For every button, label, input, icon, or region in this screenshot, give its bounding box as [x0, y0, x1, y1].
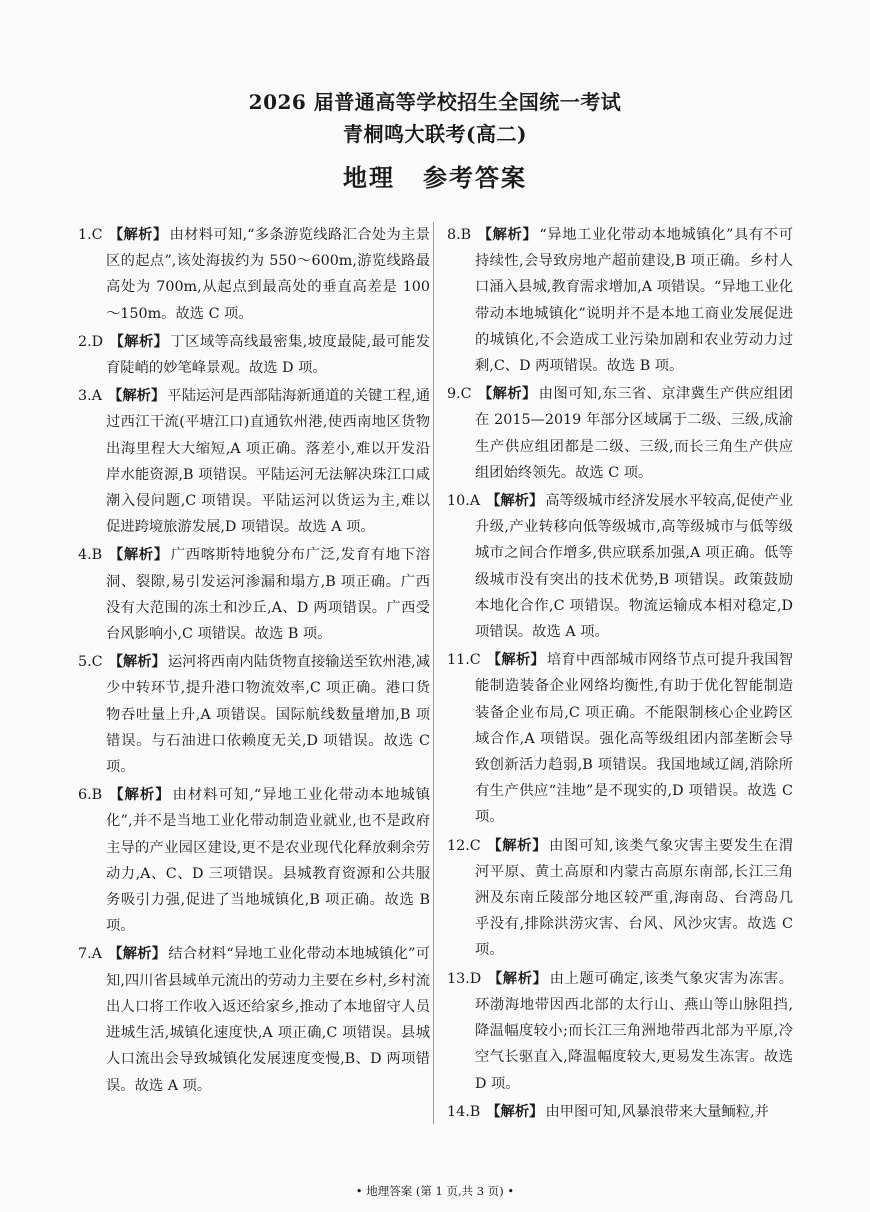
answer-item — [447, 222, 793, 379]
answer-number: 2.D — [78, 333, 104, 350]
answer-item — [78, 542, 430, 647]
analysis-tag: 【解析】 — [107, 946, 167, 963]
answers-left-column — [78, 222, 430, 1101]
column-divider — [433, 222, 434, 1124]
analysis-tag: 【解析】 — [486, 652, 545, 669]
answer-number: 11.C — [447, 652, 481, 669]
answer-text: 由甲图可知,风暴浪带来大量鲕粒,并 — [545, 1103, 769, 1120]
answer-item — [78, 782, 430, 939]
answer-text: 由图可知,东三省、京津冀生产供应组团在 2015—2019 年部分区域属于二级、三级,成渝生产供应组团都是二级、三级,而长三角生产供应组团始终领先。故选 C 项。 — [475, 386, 794, 481]
answer-item — [78, 941, 430, 1098]
answer-item — [78, 329, 430, 381]
answer-text: 高等级城市经济发展水平较高,促使产业升级,产业转移向低等级城市,高等级城市与低等级城市之间合作增多,供应联系加强,A 项正确。低等级城市没有突出的技术优势,B 项错误。政策鼓励本地化合作,C 项错误。物流运输成本相对稳定,D 项错误。故选 A 项。 — [475, 493, 794, 641]
answer-number: 14.B — [447, 1103, 481, 1120]
answer-number: 5.C — [78, 654, 103, 671]
answer-number: 3.A — [78, 388, 102, 405]
analysis-tag: 【解析】 — [108, 787, 171, 804]
exam-title: 2026 届普通高等学校招生全国统一考试 — [248, 90, 622, 114]
analysis-tag: 【解析】 — [486, 837, 548, 854]
answer-item — [78, 649, 430, 780]
answer-item — [78, 222, 430, 327]
analysis-tag: 【解析】 — [477, 227, 538, 243]
answer-number: 8.B — [447, 227, 472, 243]
answer-text: “异地工业化带动本地城镇化”具有不可持续性,会导致房地产超前建设,B 项正确。乡村人口涌入县城,教育需求增加,A 项错误。“异地工业化带动本地城镇化”说明并不是本地工商业发展促进的城镇化,不会造成工业污染加剧和农业劳动力过剩,C、D 两项错误。故选 B 项。 — [475, 227, 794, 375]
analysis-tag: 【解析】 — [486, 1103, 544, 1120]
answer-item — [447, 1099, 793, 1125]
analysis-tag: 【解析】 — [107, 388, 166, 405]
answer-item — [447, 488, 793, 645]
answer-text: 运河将西南内陆货物直接输送至钦州港,减少中转环节,提升港口物流效率,C 项正确。港口货物吞吐量上升,A 项错误。国际航线数量增加,B 项错误。与石油进口依赖度无关,D 项错误。故选 C 项。 — [106, 654, 431, 776]
answer-number: 7.A — [78, 946, 102, 963]
answer-number: 1.C — [78, 227, 103, 243]
answer-item — [447, 966, 793, 1097]
analysis-tag: 【解析】 — [109, 333, 169, 350]
analysis-tag: 【解析】 — [477, 386, 537, 403]
analysis-tag: 【解析】 — [108, 547, 169, 564]
answer-number: 13.D — [447, 970, 482, 987]
answer-text: 由材料可知,“多条游览线路汇合处为主景区的起点”,该处海拔约为 550～600m,游览线路最高处为 700m,从起点到最高处的垂直高差是 100～150m。故选 C 项。 — [106, 227, 431, 322]
answer-key-title — [0, 158, 870, 193]
answer-text: 平陆运河是西部陆海新通道的关键工程,通过西江干流(平塘江口)直通钦州港,使西南地区货物出海里程大大缩短,A 项正确。落差小,难以开发沿岸水能资源,B 项错误。平陆运河无法解决珠江口咸潮入侵问题,C 项错误。平陆运河以货运为主,难以促进跨境旅游发展,D 项错误。故选 A 项。 — [106, 388, 431, 536]
analysis-tag: 【解析】 — [108, 227, 168, 243]
answer-text: 由上题可确定,该类气象灾害为冻害。环渤海地带因西北部的太行山、燕山等山脉阻挡,降温幅度较小;而长江三角洲地带西北部为平原,冷空气长驱直入,降温幅度较大,更易发生冻害。故选 D 项。 — [475, 970, 793, 1092]
answer-item — [447, 381, 793, 486]
kind-label: 参考答案 — [423, 163, 527, 192]
answer-item — [78, 383, 430, 540]
answers-right-column — [447, 222, 793, 1127]
answer-item — [447, 833, 793, 964]
answer-text: 结合材料“异地工业化带动本地城镇化”可知,四川省县域单元流出的劳动力主要在乡村,乡村流出人口将工作收入返还给家乡,推动了本地留守人员进城生活,城镇化速度快,A 项正确,C 项错误。县城人口流出会导致城镇化发展速度变慢,B、D 两项错误。故选 A 项。 — [106, 946, 430, 1094]
answer-number: 9.C — [447, 386, 472, 403]
answer-number: 6.B — [78, 787, 103, 804]
answer-text: 培育中西部城市网络节点可提升我国智能制造装备企业网络均衡性,有助于优化智能制造装备企业布局,C 项正确。不能限制核心企业跨区域合作,A 项错误。强化高等级组团内部垄断会导致创新活力趋弱,B 项错误。我国地域辽阔,消除所有生产供应“洼地”是不现实的,D 项错误。故选 C 项。 — [475, 652, 794, 826]
answer-text: 丁区域等高线最密集,坡度最陡,最可能发育陡峭的妙笔峰景观。故选 D 项。 — [106, 333, 431, 377]
analysis-tag: 【解析】 — [108, 654, 166, 671]
answer-number: 4.B — [78, 547, 103, 564]
subject-label: 地理 — [343, 163, 395, 192]
answer-text: 由图可知,该类气象灾害主要发生在渭河平原、黄土高原和内蒙古高原东南部,长江三角洲及东南丘陵部分地区较严重,海南岛、台湾岛几乎没有,排除洪涝灾害、台风、风沙灾害。故选 C 项。 — [475, 837, 794, 959]
answer-item — [447, 647, 793, 830]
answer-number: 10.A — [447, 493, 481, 510]
analysis-tag: 【解析】 — [486, 493, 544, 510]
answer-number: 12.C — [447, 837, 481, 854]
answer-text: 广西喀斯特地貌分布广泛,发育有地下溶洞、裂隙,易引发运河渗漏和塌方,B 项正确。广西没有大范围的冻土和沙丘,A、D 两项错误。广西受台风影响小,C 项错误。故选 B 项。 — [106, 547, 431, 643]
answer-text: 由材料可知,“异地工业化带动本地城镇化”,并不是当地工业化带动制造业就业,也不是政府主导的产业园区建设,更不是农业现代化释放剩余劳动力,A、C、D 三项错误。县城教育资源和公共服务吸引力强,促进了当地城镇化,B 项正确。故选 B 项。 — [106, 787, 430, 935]
page-footer: • 地理答案 (第 1 页,共 3 页) • — [355, 1184, 515, 1198]
analysis-tag: 【解析】 — [487, 970, 548, 987]
exam-subtitle: 青桐鸣大联考(高二) — [343, 122, 527, 146]
